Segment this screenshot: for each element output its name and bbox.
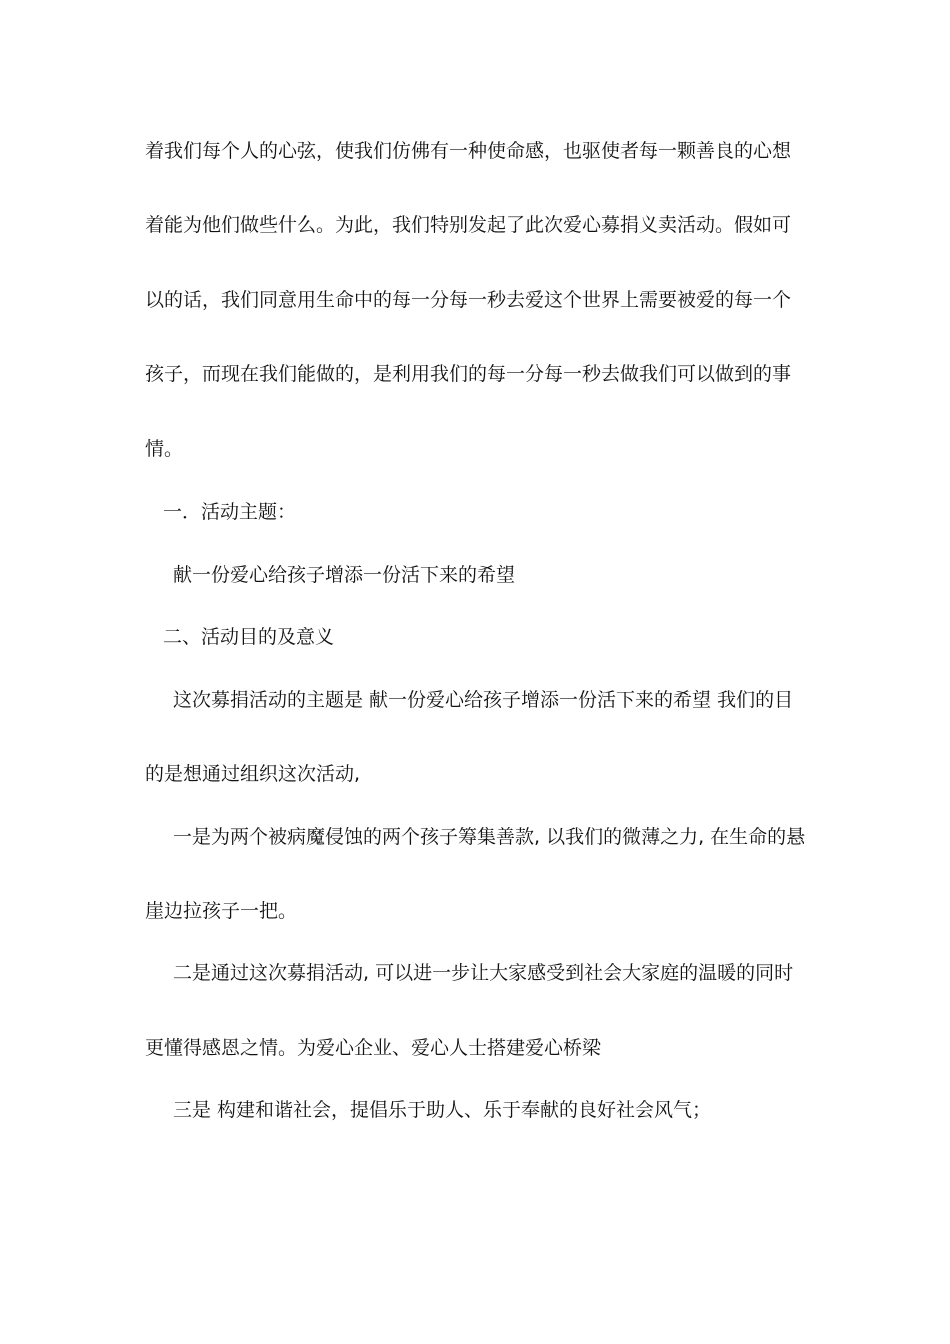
purpose-line-2: 的是想通过组织这次活动, — [145, 763, 361, 785]
section-heading-purpose: 二、活动目的及意义 — [163, 626, 335, 648]
point-one-line-2: 崖边拉孩子一把。 — [145, 900, 298, 922]
point-two-line-2: 更懂得感恩之情。为爱心企业、爱心人士搭建爱心桥梁 — [145, 1037, 602, 1059]
body-line-2: 着能为他们做些什么。为此，我们特别发起了此次爱心募捐义卖活动。假如可 — [145, 214, 792, 236]
point-three-line-1: 三是 构建和谐社会，提倡乐于助人、乐于奉献的良好社会风气； — [173, 1099, 712, 1121]
section-heading-theme: 一．活动主题： — [163, 501, 297, 523]
point-two-line-1: 二是通过这次募捐活动, 可以进一步让大家感受到社会大家庭的温暖的同时 — [173, 962, 794, 984]
point-one-line-1: 一是为两个被病魔侵蚀的两个孩子筹集善款, 以我们的微薄之力, 在生命的悬 — [173, 826, 806, 848]
body-line-3: 以的话，我们同意用生命中的每一分每一秒去爱这个世界上需要被爱的每一个 — [145, 289, 792, 311]
theme-text: 献一份爱心给孩子增添一份活下来的希望 — [173, 564, 516, 586]
body-line-1: 着我们每个人的心弦，使我们仿佛有一种使命感，也驱使者每一颗善良的心想 — [145, 140, 792, 162]
body-line-4: 孩子，而现在我们能做的，是利用我们的每一分每一秒去做我们可以做到的事 — [145, 363, 792, 385]
body-line-5: 情。 — [145, 438, 184, 460]
purpose-line-1: 这次募捐活动的主题是 献一份爱心给孩子增添一份活下来的希望 我们的目 — [173, 689, 794, 711]
